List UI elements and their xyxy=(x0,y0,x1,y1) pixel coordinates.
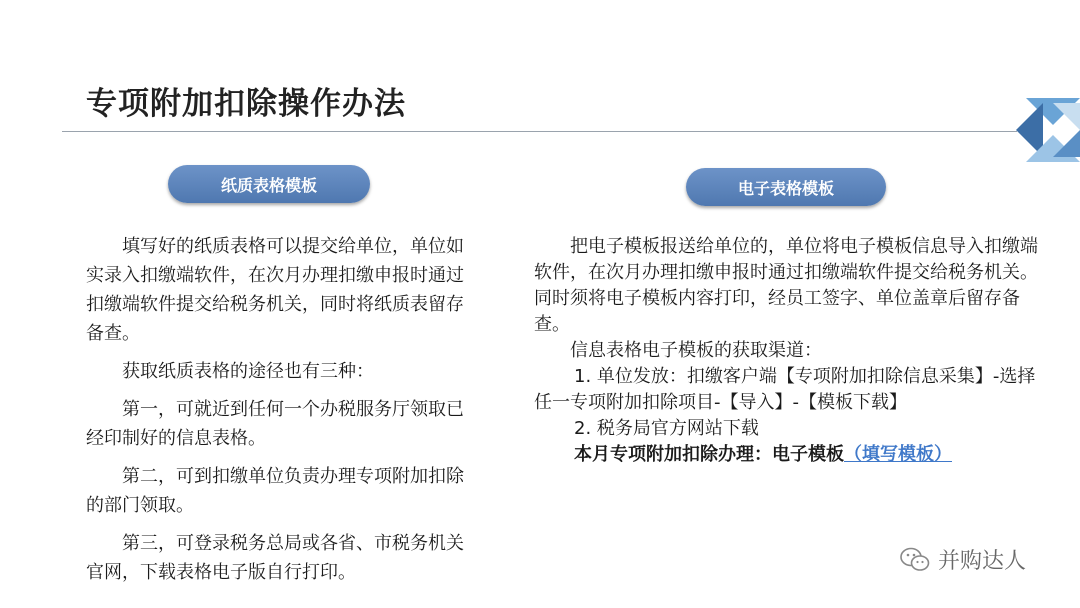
monthly-line xyxy=(534,442,1044,468)
paper-channels-intro: 获取纸质表格的途径也有三种： xyxy=(122,361,374,382)
watermark-text: 并购达人 xyxy=(938,549,1027,574)
paper-template-badge: 纸质表格模板 xyxy=(168,165,370,203)
watermark xyxy=(900,544,1026,575)
paper-channel-second: 第二，可到扣缴单位负责办理专项附加扣除的部门领取。 xyxy=(86,466,464,516)
electronic-template-badge: 电子表格模板 xyxy=(686,168,886,206)
electronic-submit-paragraph: 把电子模板报送给单位的，单位将电子模板信息导入扣缴端软件，在次月办理扣缴申报时通过扣缴端软件提交给税务机关。同时须将电子模板内容打印，经员工签字、单位盖章后留存备查。 xyxy=(534,236,1038,335)
channel-item-website: 2. 税务局官方网站下载 xyxy=(574,418,759,439)
fill-template-link[interactable]: （填写模板） xyxy=(844,444,952,465)
monthly-label: 本月专项附加扣除办理：电子模板 xyxy=(574,444,844,465)
channel-item-unit: 1. 单位发放：扣缴客户端【专项附加扣除信息采集】-选择任一专项附加扣除项目-【导入】-【模板下载】 xyxy=(534,366,1036,413)
electronic-template-section xyxy=(534,234,1044,468)
paper-template-section xyxy=(86,232,466,587)
paper-channel-third: 第三，可登录税务总局或各省、市税务机关官网，下载表格电子版自行打印。 xyxy=(86,533,464,583)
page-title: 专项附加扣除操作办法 xyxy=(86,86,406,122)
paper-channel-first: 第一，可就近到任何一个办税服务厅领取已经印制好的信息表格。 xyxy=(86,399,464,449)
wechat-icon xyxy=(900,547,930,573)
paper-submit-paragraph: 填写好的纸质表格可以提交给单位，单位如实录入扣缴端软件，在次月办理扣缴申报时通过扣缴端软件提交给税务机关，同时将纸质表留存备查。 xyxy=(86,236,464,344)
corner-decoration-icon xyxy=(1016,98,1080,162)
electronic-channels-intro: 信息表格电子模板的获取渠道： xyxy=(570,340,822,361)
title-divider xyxy=(62,131,1017,132)
